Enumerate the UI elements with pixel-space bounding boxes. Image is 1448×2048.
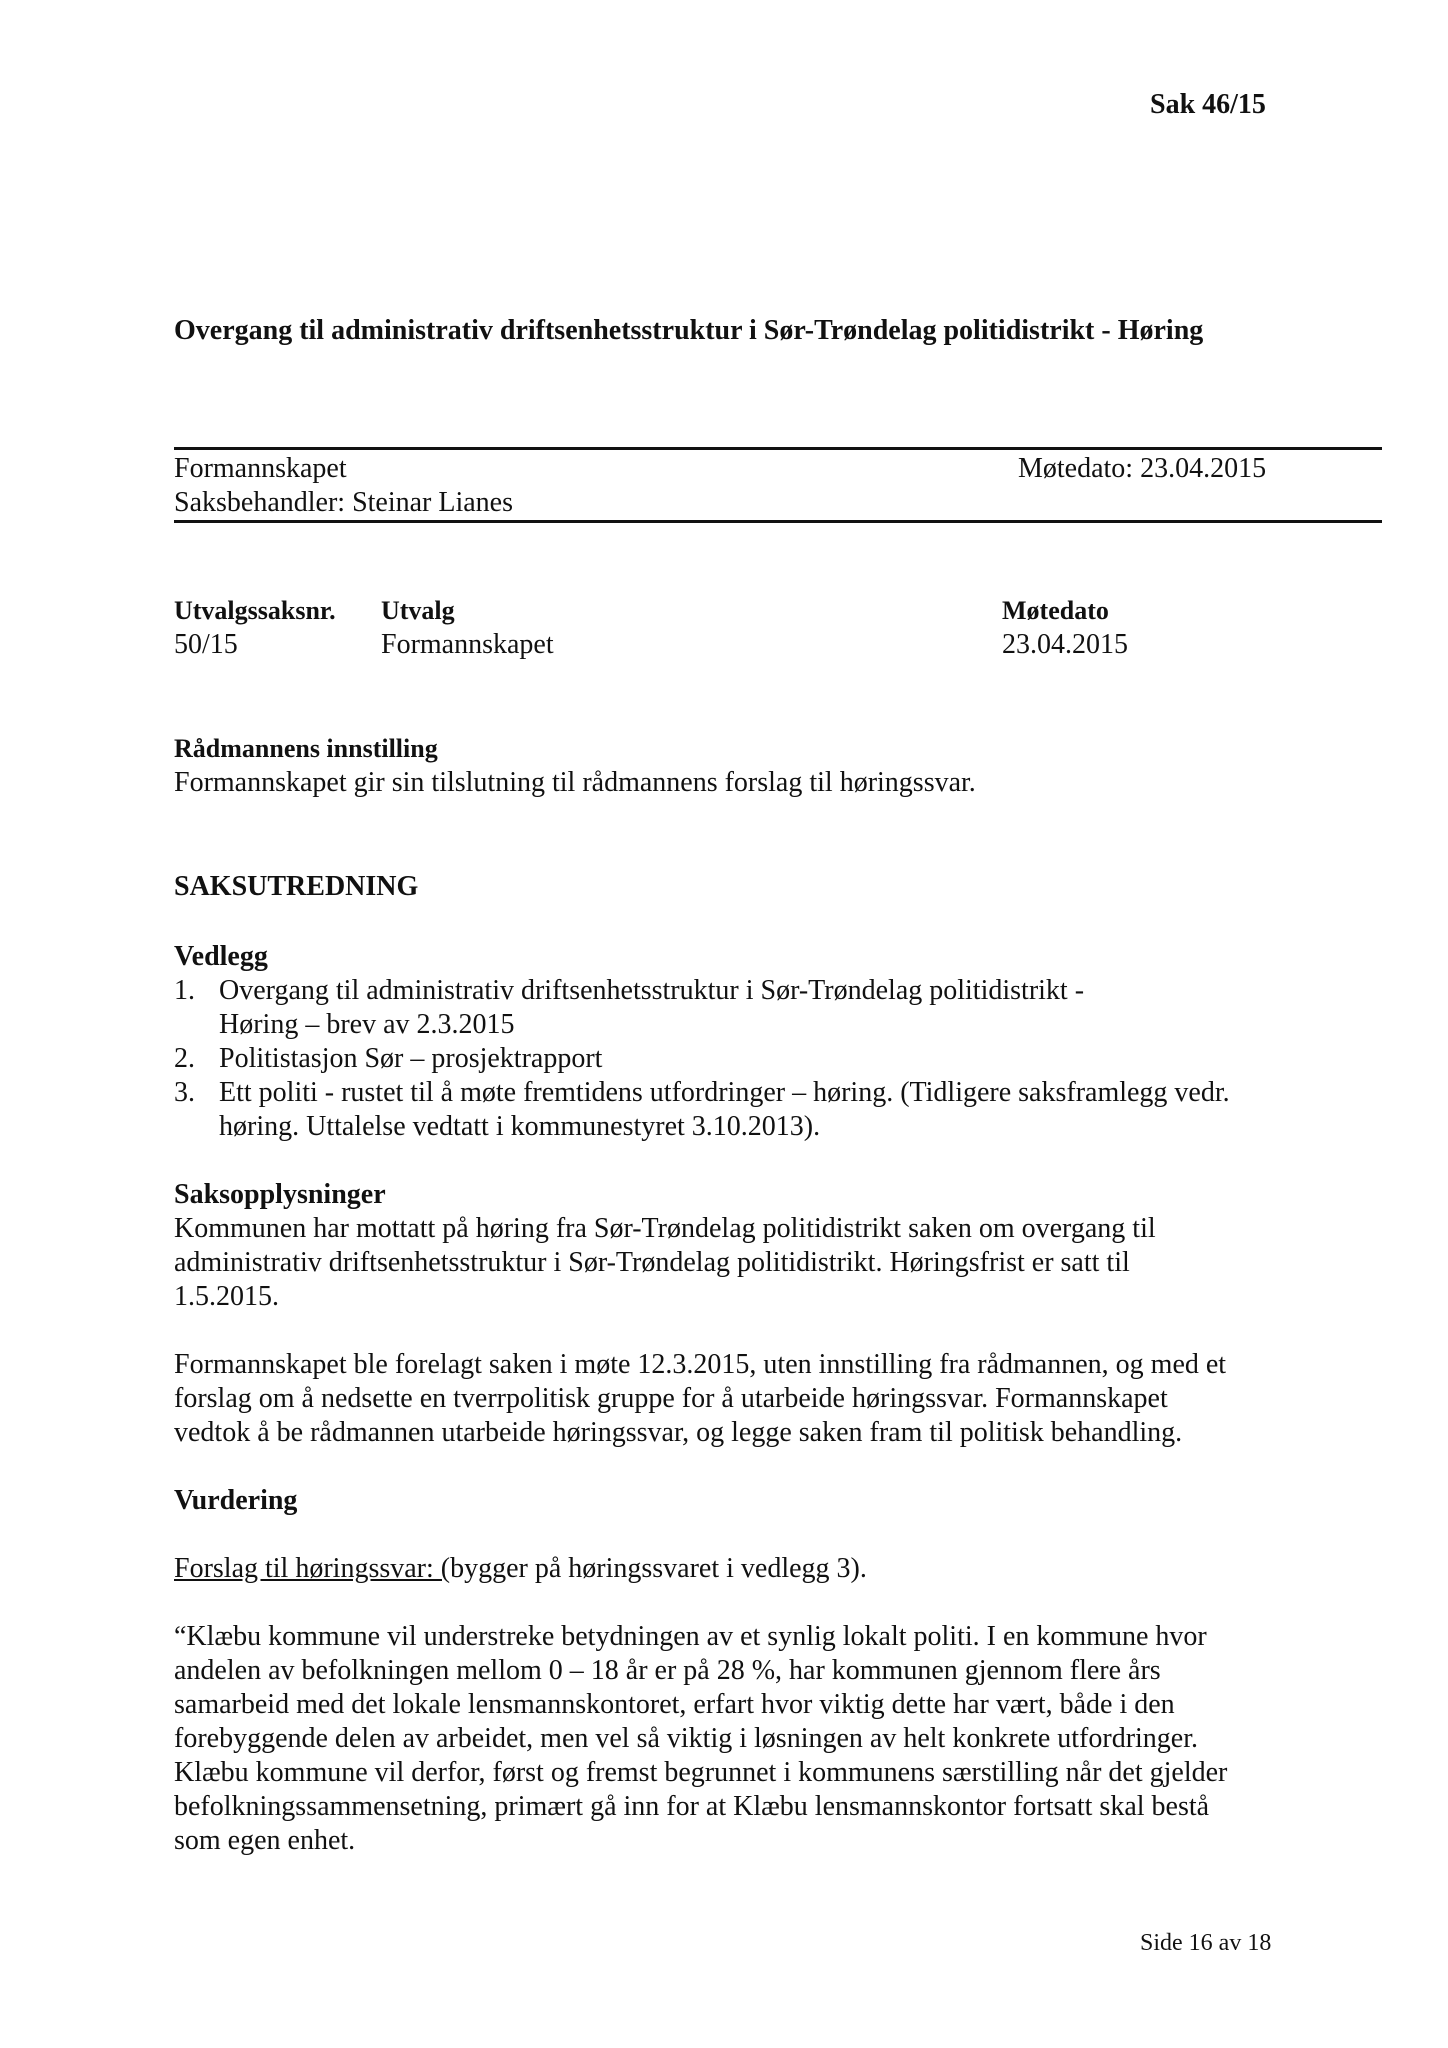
case-table-header-committee: Utvalg: [381, 596, 455, 625]
document-title: Overgang til administrativ driftsenhetsstruktur i Sør-Trøndelag politidistrikt - Høring: [174, 315, 1204, 346]
paragraph-line: Formannskapet ble forelagt saken i møte 12.3.2015, uten innstilling fra rådmannen, og med et: [174, 1349, 1227, 1380]
meta-bottom-rule: [174, 520, 1382, 523]
paragraph-line: 1.5.2015.: [174, 1281, 279, 1312]
recommendation-heading: Rådmannens innstilling: [174, 734, 438, 763]
case-table-cell-committee: Formannskapet: [381, 629, 554, 660]
consultation-response-quote: [174, 1620, 1334, 1858]
paragraph-line: som egen enhet.: [174, 1825, 356, 1856]
case-info-paragraph-1: [174, 1212, 1334, 1314]
recommendation-text: Formannskapet gir sin tilslutning til rådmannens forslag til høringssvar.: [174, 767, 976, 798]
list-item-number: 2.: [174, 1043, 195, 1074]
case-info-heading: Saksopplysninger: [174, 1179, 386, 1210]
meta-case-officer: Saksbehandler: Steinar Lianes: [174, 487, 514, 518]
meta-top-rule: [174, 447, 1382, 450]
page-number: Side 16 av 18: [1140, 1930, 1272, 1956]
proposal-label: Forslag til høringssvar: (: [174, 1553, 451, 1584]
meta-meeting-date: Møtedato: 23.04.2015: [1018, 453, 1267, 484]
list-item-line: Overgang til administrativ driftsenhetsstruktur i Sør-Trøndelag politidistrikt -: [219, 975, 1085, 1006]
paragraph-line: forebyggende delen av arbeidet, men vel så viktig i løsningen av helt konkrete utfordringer.: [174, 1723, 1199, 1754]
proposal-rest: bygger på høringssvaret i vedlegg 3).: [450, 1553, 867, 1584]
list-item-line: høring. Uttalelse vedtatt i kommunestyret 3.10.2013).: [219, 1111, 821, 1142]
paragraph-line: andelen av befolkningen mellom 0 – 18 år er på 28 %, har kommunen gjennom flere års: [174, 1655, 1161, 1686]
paragraph-line: befolkningssammensetning, primært gå inn for at Klæbu lensmannskontor fortsatt skal bestå: [174, 1791, 1210, 1822]
list-item-number: 1.: [174, 975, 195, 1006]
list-item: [174, 1076, 1374, 1144]
list-item-line: Politistasjon Sør – prosjektrapport: [219, 1043, 603, 1074]
proposal-line: [174, 1552, 867, 1586]
attachments-heading: Vedlegg: [174, 941, 268, 972]
list-item: [174, 1042, 1374, 1076]
case-table-header-number: Utvalgssaksnr.: [174, 596, 336, 625]
case-table-cell-number: 50/15: [174, 629, 238, 660]
section-title: SAKSUTREDNING: [174, 871, 419, 902]
list-item: [174, 974, 1374, 1042]
paragraph-line: samarbeid med det lokale lensmannskontoret, erfart hvor viktig dette har vært, både i den: [174, 1689, 1175, 1720]
list-item-line: Høring – brev av 2.3.2015: [219, 1009, 515, 1040]
case-info-paragraph-2: [174, 1348, 1334, 1450]
paragraph-line: Kommunen har mottatt på høring fra Sør-Trøndelag politidistrikt saken om overgang til: [174, 1213, 1156, 1244]
assessment-heading: Vurdering: [174, 1485, 298, 1516]
paragraph-line: administrativ driftsenhetsstruktur i Sør-Trøndelag politidistrikt. Høringsfrist er satt til: [174, 1247, 1130, 1278]
case-table-header-date: Møtedato: [1002, 596, 1109, 625]
list-item-number: 3.: [174, 1077, 195, 1108]
meta-committee: Formannskapet: [174, 453, 347, 484]
case-table-cell-date: 23.04.2015: [1002, 629, 1128, 660]
paragraph-line: “Klæbu kommune vil understreke betydningen av et synlig lokalt politi. I en kommune hvor: [174, 1621, 1207, 1652]
attachments-list: [174, 974, 1374, 1144]
paragraph-line: Klæbu kommune vil derfor, først og fremst begrunnet i kommunens særstilling når det gjelder: [174, 1757, 1228, 1788]
paragraph-line: forslag om å nedsette en tverrpolitisk gruppe for å utarbeide høringssvar. Formannskapet: [174, 1383, 1168, 1414]
case-reference: Sak 46/15: [1150, 89, 1266, 120]
paragraph-line: vedtok å be rådmannen utarbeide høringssvar, og legge saken fram til politisk behandling.: [174, 1417, 1183, 1448]
list-item-line: Ett politi - rustet til å møte fremtidens utfordringer – høring. (Tidligere saksframlegg vedr.: [219, 1077, 1230, 1108]
